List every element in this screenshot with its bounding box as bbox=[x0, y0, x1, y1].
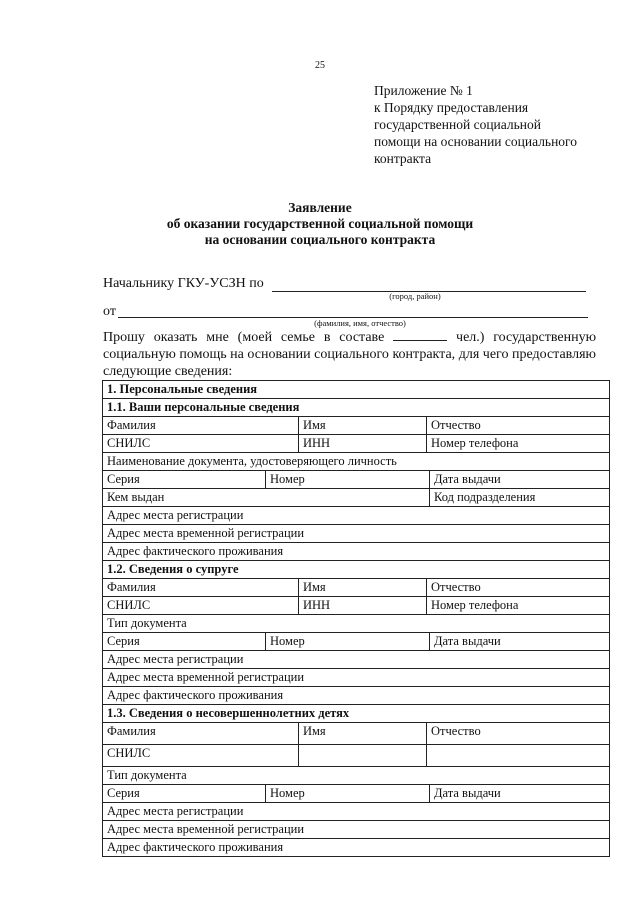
appendix-line: контракта bbox=[374, 151, 432, 166]
child-temp-reg-address-field[interactable]: Адрес места временной регистрации bbox=[107, 822, 305, 836]
spouse-name-field[interactable]: Имя bbox=[298, 579, 426, 596]
actual-address-field[interactable]: Адрес фактического проживания bbox=[107, 544, 284, 558]
section-1-1-title: 1.1. Ваши персональные сведения bbox=[107, 400, 300, 414]
temp-reg-address-field[interactable]: Адрес места временной регистрации bbox=[107, 526, 305, 540]
personal-info-form bbox=[102, 380, 610, 857]
issued-by-field[interactable]: Кем выдан bbox=[107, 490, 165, 504]
request-paragraph bbox=[103, 329, 596, 380]
appendix-line: к Порядку предоставления bbox=[374, 100, 529, 115]
title-line: об оказании государственной социальной помощи bbox=[166, 216, 474, 231]
spouse-series-field[interactable]: Серия bbox=[107, 634, 140, 648]
name-field[interactable]: Имя bbox=[298, 417, 426, 434]
spouse-inn-field[interactable]: ИНН bbox=[298, 597, 426, 614]
spouse-phone-field[interactable]: Номер телефона bbox=[426, 597, 609, 614]
child-number-field[interactable]: Номер bbox=[265, 785, 429, 802]
title-line: Заявление bbox=[288, 200, 352, 215]
request-text-part1: Прошу оказать мне (моей семье в составе bbox=[103, 330, 385, 345]
spouse-issue-date-field[interactable]: Дата выдачи bbox=[429, 633, 609, 650]
from-caption: (фамилия, имя, отчество) bbox=[314, 318, 406, 328]
child-extra-cell[interactable] bbox=[426, 745, 609, 766]
number-field[interactable]: Номер bbox=[265, 471, 429, 488]
child-reg-address-field[interactable]: Адрес места регистрации bbox=[107, 804, 244, 818]
spouse-reg-address-field[interactable]: Адрес места регистрации bbox=[107, 652, 244, 666]
from-label: от bbox=[103, 304, 116, 319]
title-line: на основании социального контракта bbox=[204, 232, 436, 247]
child-series-field[interactable]: Серия bbox=[107, 786, 140, 800]
section-1-title: 1. Персональные сведения bbox=[107, 382, 258, 396]
series-field[interactable]: Серия bbox=[107, 472, 140, 486]
child-issue-date-field[interactable]: Дата выдачи bbox=[429, 785, 609, 802]
phone-field[interactable]: Номер телефона bbox=[426, 435, 609, 452]
addressee-label: Начальнику ГКУ-УСЗН по bbox=[103, 276, 264, 291]
dept-code-field[interactable]: Код подразделения bbox=[429, 489, 609, 506]
issue-date-field[interactable]: Дата выдачи bbox=[429, 471, 609, 488]
page-number: 25 bbox=[315, 60, 325, 71]
appendix-line: помощи на основании социального bbox=[374, 134, 578, 149]
appendix-line: государственной социальной bbox=[374, 117, 541, 132]
spouse-doc-type-field[interactable]: Тип документа bbox=[107, 616, 187, 630]
spouse-temp-reg-address-field[interactable]: Адрес места временной регистрации bbox=[107, 670, 305, 684]
addressee-caption: (город, район) bbox=[389, 291, 441, 301]
spouse-number-field[interactable]: Номер bbox=[265, 633, 429, 650]
section-1-3-title: 1.3. Сведения о несовершеннолетних детях bbox=[107, 706, 350, 720]
spouse-actual-address-field[interactable]: Адрес фактического проживания bbox=[107, 688, 284, 702]
appendix-line: Приложение № 1 bbox=[374, 83, 473, 98]
child-extra-cell[interactable] bbox=[298, 745, 426, 766]
child-snils-field[interactable]: СНИЛС bbox=[107, 746, 151, 760]
family-size-blank[interactable] bbox=[393, 329, 447, 341]
child-patronymic-field[interactable]: Отчество bbox=[426, 723, 609, 744]
snils-field[interactable]: СНИЛС bbox=[107, 436, 151, 450]
child-doc-type-field[interactable]: Тип документа bbox=[107, 768, 187, 782]
spouse-snils-field[interactable]: СНИЛС bbox=[107, 598, 151, 612]
child-name-field[interactable]: Имя bbox=[298, 723, 426, 744]
request-text-part2: чел.) государственную социальную помощь на основании социального контракта, для чего предоставляю следующие сведения: bbox=[103, 330, 597, 379]
section-1-2-title: 1.2. Сведения о супруге bbox=[107, 562, 239, 576]
appendix-note bbox=[374, 82, 624, 167]
child-surname-field[interactable]: Фамилия bbox=[107, 724, 156, 738]
document-title bbox=[0, 200, 640, 248]
id-document-field[interactable]: Наименование документа, удостоверяющего личность bbox=[107, 454, 397, 468]
surname-field[interactable]: Фамилия bbox=[107, 418, 156, 432]
patronymic-field[interactable]: Отчество bbox=[426, 417, 609, 434]
reg-address-field[interactable]: Адрес места регистрации bbox=[107, 508, 244, 522]
inn-field[interactable]: ИНН bbox=[298, 435, 426, 452]
spouse-surname-field[interactable]: Фамилия bbox=[107, 580, 156, 594]
spouse-patronymic-field[interactable]: Отчество bbox=[426, 579, 609, 596]
child-actual-address-field[interactable]: Адрес фактического проживания bbox=[107, 840, 284, 854]
